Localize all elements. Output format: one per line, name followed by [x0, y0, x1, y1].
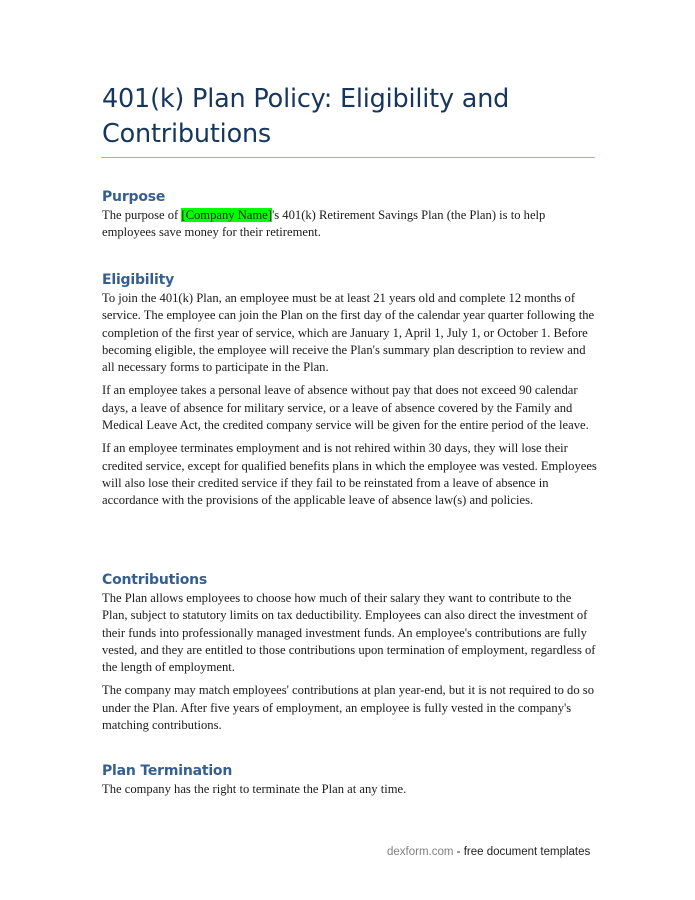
section-eligibility	[102, 271, 597, 516]
title-divider	[101, 157, 595, 158]
eligibility-paragraph-3: If an employee terminates employment and is not rehired within 30 days, they will lose their credited service, except for qualified benefits plans in which the employee was vested. Employees will also lose their credited service if they fail to be reinstated from a leave of absence in accordance with the provisions of the applicable leave of absence law(s) and policies.	[102, 441, 597, 508]
section-heading: Plan Termination	[102, 763, 233, 779]
section-contributions	[102, 571, 597, 740]
section-plan-termination	[102, 762, 597, 804]
page-title: 401(k) Plan Policy: Eligibility and Contributions	[102, 84, 510, 149]
paragraph-text: The purpose of	[102, 208, 182, 222]
section-heading: Contributions	[102, 572, 208, 588]
eligibility-paragraph-1: To join the 401(k) Plan, an employee must be at least 21 years old and complete 12 months of service. The employee can join the Plan on the first day of the calendar year quarter following the completion of the first year of service, which are January 1, April 1, July 1, or October 1. Before becoming eligible, the employee will receive the Plan's summary plan description to review and all necessary forms to participate in the Plan.	[102, 291, 595, 375]
footer	[387, 846, 590, 858]
eligibility-paragraph-2: If an employee takes a personal leave of absence without pay that does not exceed 90 calendar days, a leave of absence for military service, or a leave of absence covered by the Family and Medical Leave Act, the credited company service will be given for the entire period of the leave.	[102, 383, 589, 433]
footer-tagline: - free document templates	[453, 846, 591, 858]
contributions-paragraph-1: The Plan allows employees to choose how much of their salary they want to contribute to the Plan, subject to statutory limits on tax deductibility. Employees can also direct the investment of their funds into professionally managed investment funds. An employee's contributions are fully vested, and they are entitled to those contributions upon termination of employment, regardless of the length of employment.	[102, 591, 596, 675]
company-name-placeholder: [Company Name]	[181, 208, 272, 222]
contributions-paragraph-2: The company may match employees' contributions at plan year-end, but it is not required to do so under the Plan. After five years of employment, an employee is fully vested in the company's matching contributions.	[102, 683, 594, 733]
termination-paragraph: The company has the right to terminate the Plan at any time.	[102, 782, 407, 796]
section-heading: Eligibility	[102, 272, 175, 288]
footer-brand-link[interactable]: dexform.com	[387, 846, 454, 858]
section-purpose	[102, 188, 597, 248]
purpose-paragraph	[102, 207, 597, 242]
paragraph-text: 's 401(k) Retirement Savings Plan (the Plan) is to help employees save money for their retirement.	[102, 208, 546, 240]
section-heading: Purpose	[102, 189, 166, 205]
